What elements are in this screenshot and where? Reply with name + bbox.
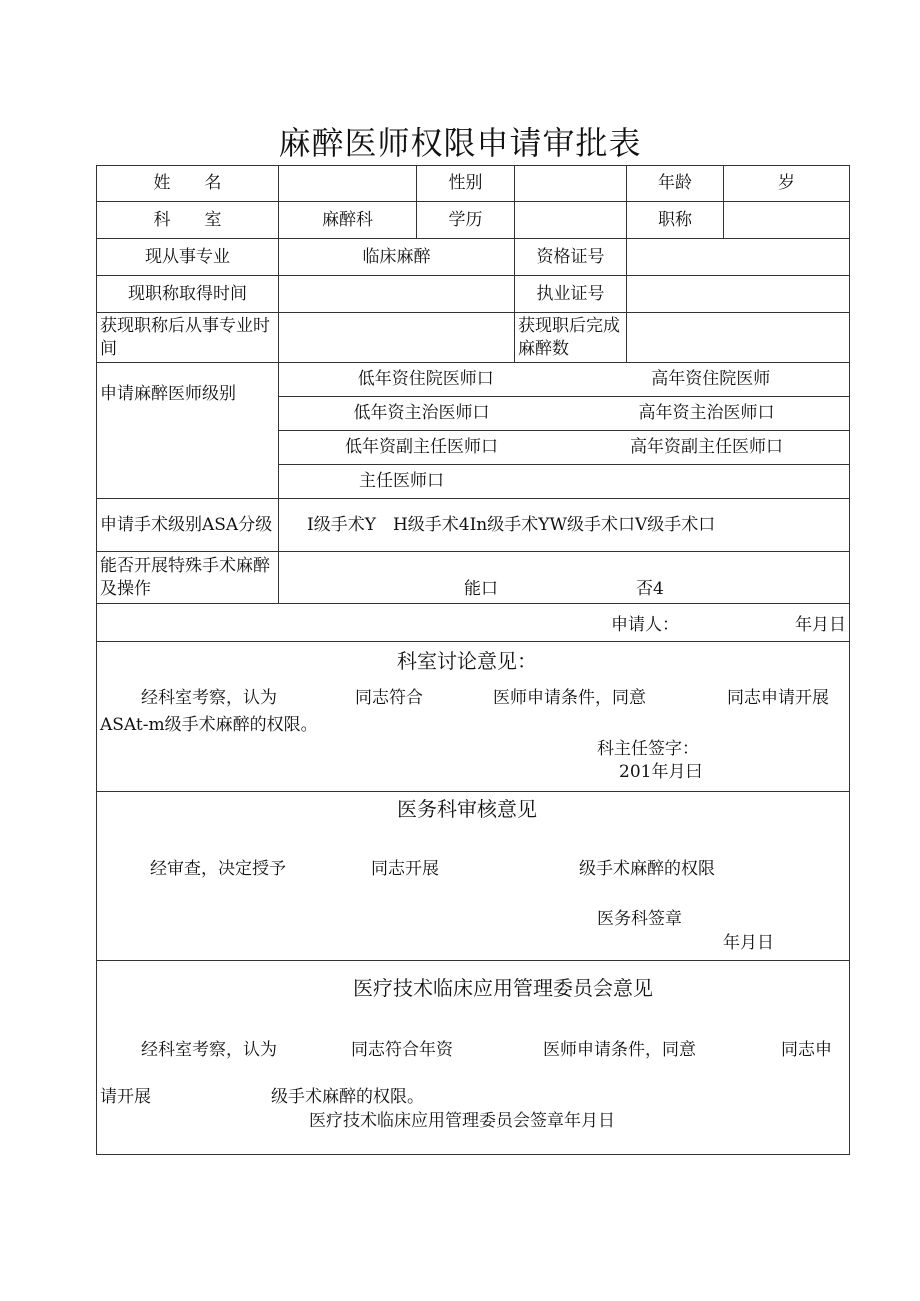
medical-opinion-date: 年月日 [723,933,774,953]
title-time-label: 现职称取得时间 [97,276,279,313]
level-options [279,363,850,499]
applicant-row [97,604,850,642]
committee-opinion-text: 经科室考察，认为 [141,1040,277,1060]
approval-form [96,165,850,1155]
applicant-label: 申请人： [611,615,679,635]
applicant-date: 年月日 [795,615,846,635]
special-surgery-label: 能否开展特殊手术麻醉及操作 [97,552,279,604]
anesthesia-count-label: 获现职后完成麻醉数 [515,313,627,363]
medical-seal-label: 医务科签章 [597,909,682,929]
age-label: 年龄 [627,166,724,202]
special-no-option[interactable]: 否4 [636,579,664,599]
level-option[interactable]: 高年资住院医师 [651,369,771,389]
dept-opinion-text: 同志符合 [355,688,423,708]
committee-opinion-text: 同志符合年资 [351,1040,453,1060]
committee-opinion-heading: 医疗技术临床应用管理委员会意见 [353,976,653,1000]
major-value: 临床麻醉 [279,239,515,276]
gender-label: 性别 [417,166,515,202]
dept-label: 科 室 [97,202,279,239]
committee-opinion-text: 请开展 [100,1087,151,1107]
committee-opinion-section [97,961,850,1155]
medical-opinion-section [97,792,850,961]
medical-opinion-text: 同志开展 [371,859,439,879]
committee-seal-label: 医疗技术临床应用管理委员会签章年月日 [309,1111,615,1131]
education-label: 学历 [417,202,515,239]
level-row [279,363,849,397]
committee-opinion-text: 医师申请条件，同意 [543,1040,696,1060]
level-label: 申请麻醉医师级别 [97,363,279,499]
dept-value: 麻醉科 [279,202,417,239]
medical-opinion-text: 级手术麻醉的权限 [579,859,715,879]
professional-title-field[interactable] [724,202,850,239]
practice-time-label: 获现职称后从事专业时间 [97,313,279,363]
gender-field[interactable] [515,166,627,202]
major-label: 现从事专业 [97,239,279,276]
surgery-level-options[interactable]: I级手术Y H级手术4In级手术YW级手术口V级手术口 [279,499,850,552]
dept-opinion-section [97,642,850,792]
title-time-field[interactable] [279,276,515,313]
level-option[interactable]: 高年资主治医师口 [638,403,775,423]
medical-opinion-heading: 医务科审核意见 [397,797,537,821]
committee-opinion-text: 级手术麻醉的权限。 [271,1087,424,1107]
license-field[interactable] [627,276,850,313]
level-option[interactable]: 主任医师口 [359,471,444,491]
committee-opinion-text: 同志申 [781,1040,832,1060]
cert-field[interactable] [627,239,850,276]
dept-opinion-date: 201年月曰 [619,762,703,782]
dept-opinion-text: 医师申请条件，同意 [493,688,646,708]
special-yes-option[interactable]: 能口 [464,579,498,599]
professional-title-label: 职称 [627,202,724,239]
age-unit: 岁 [724,166,850,202]
level-option[interactable]: 高年资副主任医师口 [630,437,783,457]
name-label: 姓 名 [97,166,279,202]
dept-opinion-heading: 科室讨论意见： [397,649,537,673]
surgery-level-label: 申请手术级别ASA分级 [97,499,279,552]
medical-opinion-text: 经审查，决定授予 [150,859,286,879]
anesthesia-count-field[interactable] [627,313,850,363]
education-field[interactable] [515,202,627,239]
dept-opinion-text: 同志申请开展 [727,688,829,708]
dept-director-sign-label: 科主任签字： [597,739,699,759]
dept-opinion-text: 经科室考察，认为 [141,688,277,708]
practice-time-field[interactable] [279,313,515,363]
dept-opinion-text: ASAt-m级手术麻醉的权限。 [100,715,318,735]
level-option[interactable]: 低年资主治医师口 [353,403,490,423]
level-option[interactable]: 低年资住院医师口 [357,369,494,389]
page-title: 麻醉医师权限申请审批表 [278,124,642,162]
cert-label: 资格证号 [515,239,627,276]
level-option[interactable]: 低年资副主任医师口 [345,437,498,457]
level-row [279,397,849,431]
special-surgery-options [279,552,850,604]
level-row [279,431,849,465]
name-field[interactable] [279,166,417,202]
level-row [279,465,849,498]
license-label: 执业证号 [515,276,627,313]
